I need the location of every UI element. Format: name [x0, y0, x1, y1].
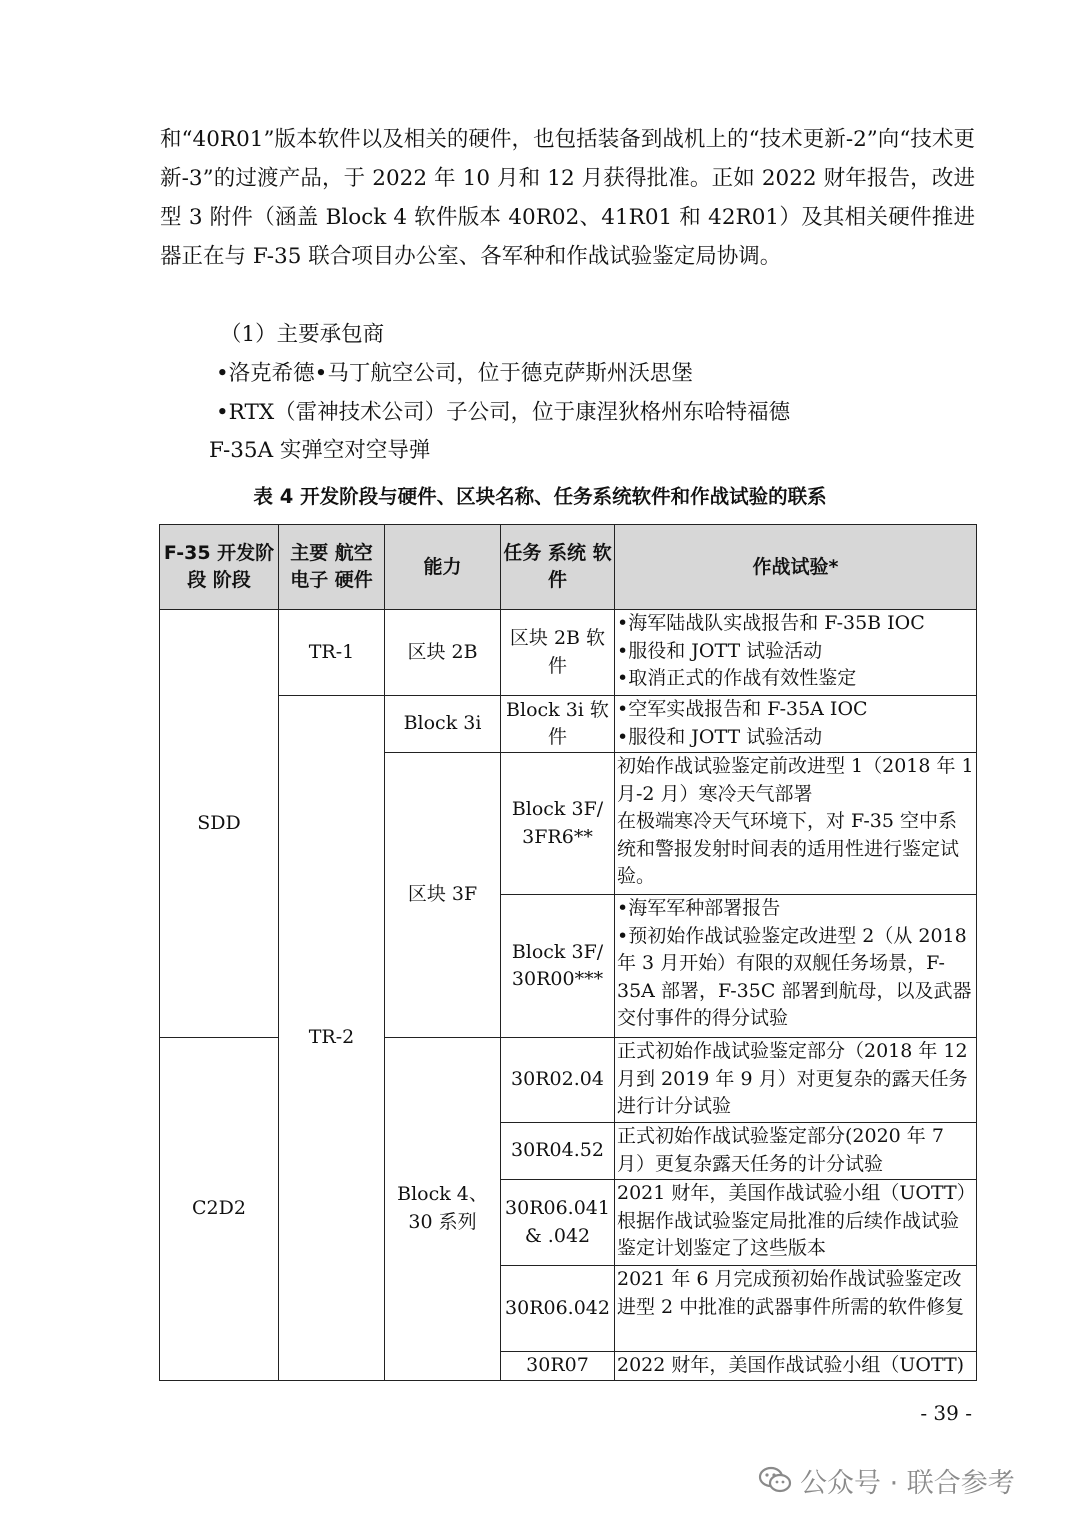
column-header: 任务 系统 软件: [501, 525, 615, 610]
test-line: •服役和 JOTT 试验活动: [617, 725, 823, 748]
table-row: [160, 610, 977, 696]
software-cell: 区块 2B 软件: [501, 610, 615, 696]
test-cell: [615, 1352, 977, 1381]
column-header: 能力: [385, 525, 501, 610]
test-line: •空军实战报告和 F-35A IOC: [617, 698, 868, 720]
wechat-icon: [758, 1465, 792, 1495]
table-caption: 表 4 开发阶段与硬件、区块名称、任务系统软件和作战试验的联系: [253, 485, 827, 508]
test-cell: [615, 753, 977, 895]
test-cell: [615, 1123, 977, 1180]
capability-cell: Block 4、30 系列: [385, 1038, 501, 1381]
development-phase-table: [159, 524, 977, 1381]
test-line: •海军军种部署报告: [617, 897, 781, 919]
test-line: 2022 财年，美国作战试验小组（UOTT): [617, 1354, 965, 1376]
software-cell: Block 3F/ 30R00***: [501, 895, 615, 1038]
column-header: 主要 航空电子 硬件: [279, 525, 385, 610]
test-line: 初始作战试验鉴定前改进型 1（2018 年 1 月-2 月）寒冷天气部署: [617, 755, 974, 805]
software-cell: 30R07: [501, 1352, 615, 1381]
test-line: 正式初始作战试验鉴定部分（2018 年 12 月到 2019 年 9 月）对更复杂的露天任务进行计分试验: [617, 1040, 968, 1117]
software-cell: 30R06.042: [501, 1266, 615, 1352]
page-number: - 39 -: [920, 1401, 972, 1425]
test-cell: [615, 1180, 977, 1266]
software-cell: Block 3F/ 3FR6**: [501, 753, 615, 895]
software-cell: 30R04.52: [501, 1123, 615, 1180]
column-header: F-35 开发阶段 阶段: [160, 525, 279, 610]
test-line: 2021 年 6 月完成预初始作战试验鉴定改进型 2 中批准的武器事件所需的软件修复: [617, 1268, 965, 1318]
test-line: 在极端寒冷天气环境下，对 F-35 空中系统和警报发射时间表的适用性进行鉴定试验。: [617, 810, 960, 887]
capability-cell: 区块 2B: [385, 610, 501, 696]
test-cell: [615, 1266, 977, 1352]
software-cell: 30R02.04: [501, 1038, 615, 1123]
test-cell: [615, 696, 977, 753]
watermark-text: 公众号 · 联合参考: [800, 1467, 1015, 1499]
table-header-row: [160, 525, 977, 610]
software-cell: Block 3i 软件: [501, 696, 615, 753]
subheading: F-35A 实弹空对空导弹: [209, 438, 431, 463]
table-row: [160, 696, 977, 753]
hardware-cell: TR-1: [279, 610, 385, 696]
test-line: 2021 财年，美国作战试验小组（UOTT）根据作战试验鉴定局批准的后续作战试验鉴定计划鉴定了这些版本: [617, 1182, 967, 1259]
test-line: •预初始作战试验鉴定改进型 2（从 2018 年 3 月开始）有限的双舰任务场景，F-35A 部署，F-35C 部署到航母，以及武器交付事件的得分试验: [617, 924, 972, 1029]
test-line: •海军陆战队实战报告和 F-35B IOC: [617, 612, 925, 634]
contractor-item: •RTX（雷神技术公司）子公司，位于康涅狄格州东哈特福德: [216, 400, 791, 425]
test-line: •服役和 JOTT 试验活动: [617, 639, 823, 662]
hardware-cell: TR-2: [279, 696, 385, 1381]
capability-cell: Block 3i: [385, 696, 501, 753]
phase-cell: SDD: [160, 610, 279, 1038]
test-cell: [615, 895, 977, 1038]
column-header: 作战试验*: [615, 525, 977, 610]
test-line: •取消正式的作战有效性鉴定: [617, 667, 857, 689]
software-cell: 30R06.041 & .042: [501, 1180, 615, 1266]
test-line: 正式初始作战试验鉴定部分(2020 年 7 月）更复杂露天任务的计分试验: [617, 1125, 944, 1175]
body-paragraph: 和“40R01”版本软件以及相关的硬件，也包括装备到战机上的“技术更新-2”向“技术更新-3”的过渡产品，于 2022 年 10 月和 12 月获得批准。正如 2022 财年报告，改进型 3 附件（涵盖 Block 4 软件版本 40R02、41R01 和 42R01）及其相关硬件推进器正在与 F-35 联合项目办公室、各军种和作战试验鉴定局协调。: [160, 127, 975, 269]
capability-cell: 区块 3F: [385, 753, 501, 1038]
phase-cell: C2D2: [160, 1038, 279, 1381]
section-heading: （1）主要承包商: [220, 322, 385, 347]
contractor-item: •洛克希德•马丁航空公司，位于德克萨斯州沃思堡: [216, 361, 693, 386]
watermark: [758, 1460, 1015, 1500]
test-cell: [615, 1038, 977, 1123]
test-cell: [615, 610, 977, 696]
